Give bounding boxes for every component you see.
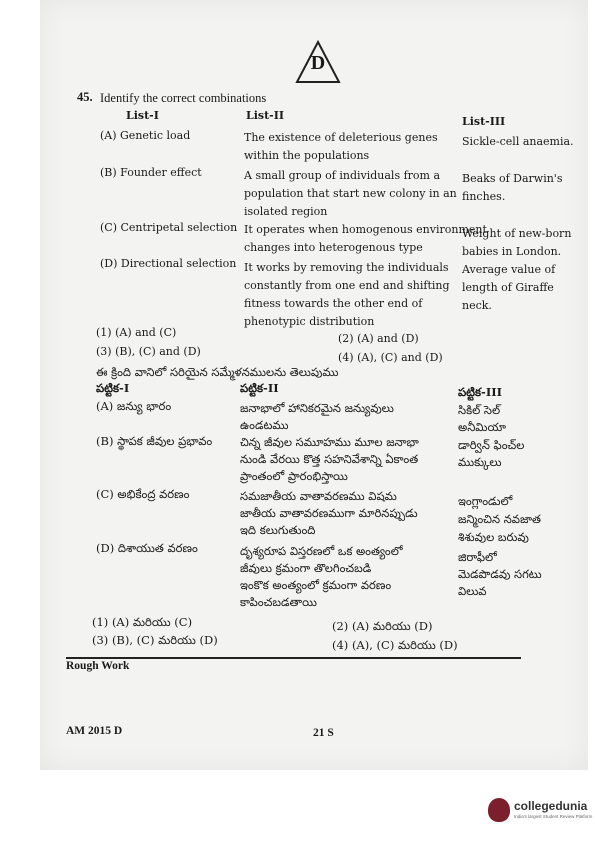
- row-c-list-2-line: It operates when homogenous environment: [244, 223, 487, 236]
- option-1: (1) (A) and (C): [96, 326, 177, 339]
- telugu-row-d-list-3-line: మెడపొడవు సగటు: [458, 567, 542, 581]
- row-b-list-1: (B) Founder effect: [100, 166, 202, 179]
- telugu-header-2: పట్టిక-II: [240, 381, 279, 395]
- telugu-row-a-list-3-line: సికిల్ సెల్: [458, 403, 501, 417]
- telugu-row-b-list-3-line: ముక్కులు: [458, 455, 502, 469]
- telugu-row-d-list-2-line: ఇంకొక అంత్యంలో క్రమంగా వరణం: [240, 578, 392, 592]
- telugu-header-1: పట్టిక-I: [96, 381, 130, 395]
- telugu-row-a-list-3-line: అనీమియా: [458, 420, 506, 434]
- row-d-list-3-line: Average value of: [462, 263, 556, 276]
- telugu-row-a-list-1: (A) జన్యు భారం: [96, 399, 172, 413]
- header-list-2: List-II: [246, 109, 285, 122]
- telugu-row-c-list-2-line: సమజాతీయ వాతావరణము విషమ: [240, 489, 397, 503]
- row-d-list-2-line: It works by removing the individuals: [244, 261, 449, 274]
- row-c-list-3-line: Weight of new-born: [462, 227, 572, 240]
- row-b-list-3-line: Beaks of Darwin's: [462, 172, 563, 185]
- telugu-option-1: (1) (A) మరియు (C): [92, 615, 193, 629]
- telugu-row-c-list-3-line: జన్మించిన నవజాత: [458, 512, 541, 526]
- page-number: 21 S: [313, 727, 334, 739]
- header-list-3: List-III: [462, 115, 506, 128]
- telugu-row-b-list-1: (B) స్థాపక జీవుల ప్రభావం: [96, 434, 213, 448]
- telugu-row-c-list-3-line: ఇంగ్లాండులో: [458, 494, 513, 508]
- row-d-list-2-line: phenotypic distribution: [244, 315, 375, 328]
- option-3: (3) (B), (C) and (D): [96, 345, 201, 358]
- row-a-list-2-line: within the populations: [244, 149, 370, 162]
- question-text: Identify the correct combinations: [100, 91, 267, 105]
- telugu-row-b-list-3-line: డార్విన్ ఫించ్‌ల: [458, 438, 525, 452]
- telugu-row-b-list-2-line: చిన్న జీవుల సమూహము మూల జనాభా: [240, 435, 419, 449]
- telugu-option-3: (3) (B), (C) మరియు (D): [92, 633, 218, 647]
- row-b-list-3-line: finches.: [462, 190, 506, 203]
- row-b-list-2-line: isolated region: [244, 205, 328, 218]
- telugu-row-d-list-2-line: దృశ్యరూప విస్తరణలో ఒక అంత్యంలో: [240, 544, 403, 558]
- header-list-1: List-I: [126, 109, 159, 122]
- telugu-row-b-list-2-line: నుండి వేరయి కొత్త సహనివేశాన్ని ఏకాంత: [240, 452, 419, 466]
- row-c-list-3-line: babies in London.: [462, 245, 562, 258]
- row-d-list-3-line: length of Giraffe: [462, 281, 554, 294]
- telugu-row-d-list-1: (D) దిశాయుత వరణం: [96, 541, 198, 555]
- row-b-list-2-line: A small group of individuals from a: [244, 169, 441, 182]
- telugu-row-d-list-2-line: జీవులు క్రమంగా తొలగించబడి: [240, 561, 372, 575]
- watermark-tagline: India's largest Student Review Platform: [514, 814, 593, 819]
- telugu-row-b-list-2-line: ప్రాంతంలో ప్రారంభిస్తాయి: [240, 469, 348, 483]
- telugu-row-d-list-3-line: విలువ: [458, 584, 487, 598]
- telugu-row-c-list-2-line: ఇది కలుగుతుంది: [240, 523, 316, 537]
- telugu-row-d-list-3-line: జిరాఫీలో: [458, 550, 497, 564]
- row-b-list-2-line: population that start new colony in an: [244, 187, 457, 200]
- telugu-option-4: (4) (A), (C) మరియు (D): [332, 638, 458, 652]
- rough-work-label: Rough Work: [66, 660, 130, 672]
- rough-work-divider: [66, 657, 521, 659]
- telugu-intro: ఈ క్రింది వానిలో సరియైన సమ్మేళనములను తెలుపుము: [96, 365, 339, 379]
- telugu-header-3: పట్టిక-III: [458, 385, 502, 399]
- collegedunia-watermark: [488, 798, 593, 826]
- telugu-row-a-list-2-line: జనాభాలో హానికరమైన జన్యువులు: [240, 401, 394, 415]
- option-4: (4) (A), (C) and (D): [338, 351, 443, 364]
- row-d-list-3-line: neck.: [462, 299, 492, 312]
- watermark-brand: collegedunia: [514, 799, 588, 813]
- telugu-row-c-list-3-line: శిశువుల బరువు: [458, 530, 529, 544]
- row-c-list-1: (C) Centripetal selection: [100, 221, 238, 234]
- booklet-code-footer: AM 2015 D: [66, 725, 123, 737]
- row-a-list-3-line: Sickle-cell anaemia.: [462, 135, 574, 148]
- row-a-list-1: (A) Genetic load: [100, 129, 191, 142]
- row-a-list-2-line: The existence of deleterious genes: [244, 131, 438, 144]
- telugu-row-a-list-2-line: ఉండటము: [240, 418, 289, 432]
- row-d-list-1: (D) Directional selection: [100, 257, 237, 270]
- telugu-row-d-list-2-line: కాపించబడతాయి: [240, 595, 317, 609]
- mascot-icon: [488, 798, 510, 822]
- row-c-list-2-line: changes into heterogenous type: [244, 241, 423, 254]
- question-number: 45.: [77, 90, 93, 104]
- booklet-code-letter: D: [310, 52, 326, 74]
- telugu-row-c-list-1: (C) అభికేంద్ర వరణం: [96, 487, 190, 501]
- telugu-row-c-list-2-line: జాతీయ వాతావరణముగా మారినప్పుడు: [240, 506, 418, 520]
- telugu-option-2: (2) (A) మరియు (D): [332, 619, 433, 633]
- row-d-list-2-line: constantly from one end and shifting: [244, 279, 450, 292]
- row-d-list-2-line: fitness towards the other end of: [244, 297, 423, 310]
- option-2: (2) (A) and (D): [338, 332, 419, 345]
